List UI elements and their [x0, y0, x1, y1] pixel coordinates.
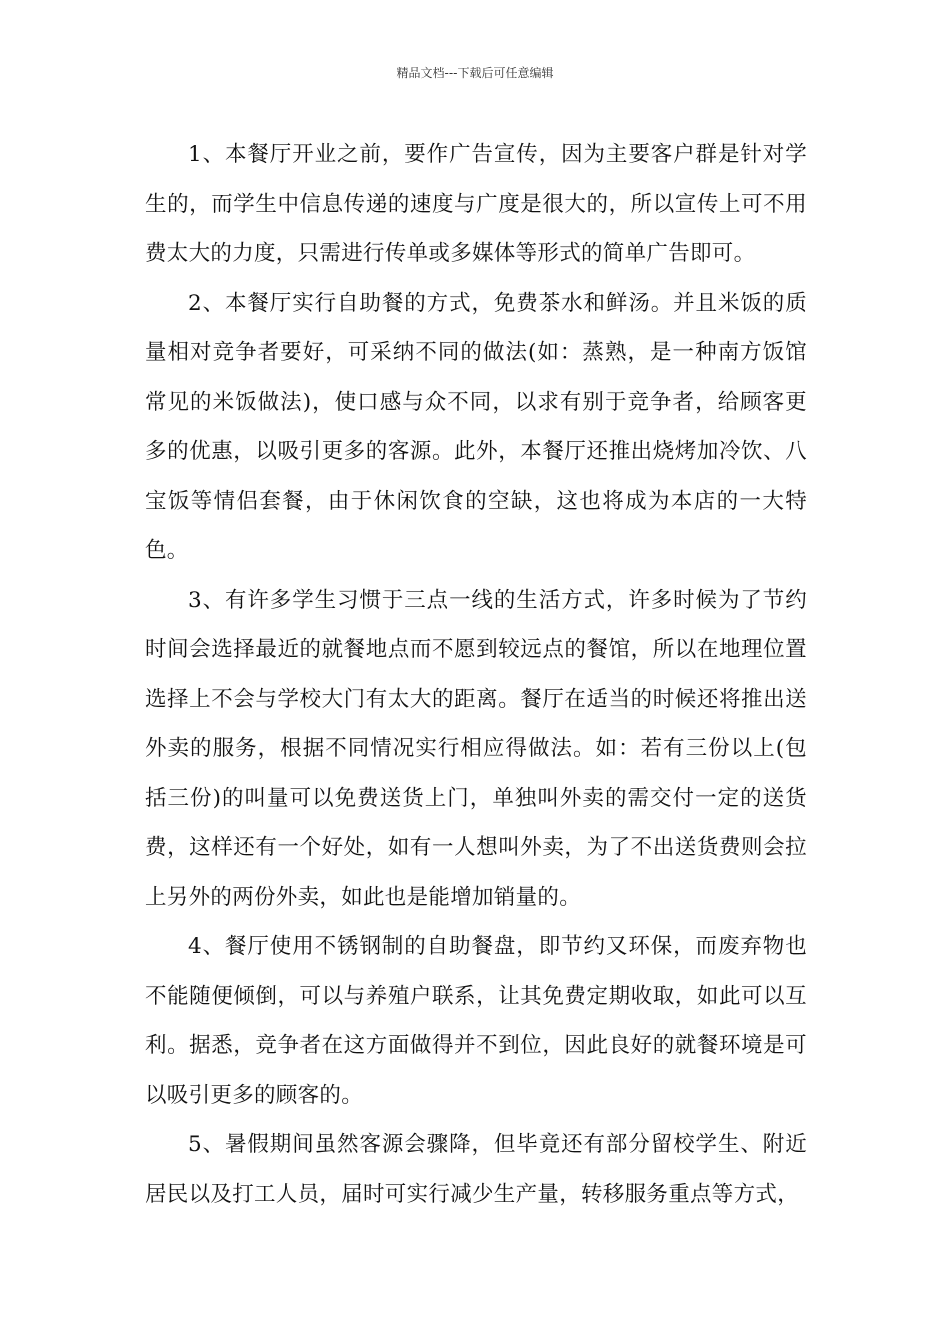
- paragraph-3: 3、有许多学生习惯于三点一线的生活方式，许多时候为了节约时间会选择最近的就餐地点而不愿到较远点的餐馆，所以在地理位置选择上不会与学校大门有太大的距离。餐厅在适当的时候还将推出送外卖的服务，根据不同情况实行相应得做法。如：若有三份以上(包括三份)的叫量可以免费送货上门，单独叫外卖的需交付一定的送货费，这样还有一个好处，如有一人想叫外卖，为了不出送货费则会拉上另外的两份外卖，如此也是能增加销量的。: [145, 587, 807, 910]
- paragraph-4: 4、餐厅使用不锈钢制的自助餐盘，即节约又环保，而废弃物也不能随便倾倒，可以与养殖户联系，让其免费定期收取，如此可以互利。据悉，竞争者在这方面做得并不到位，因此良好的就餐环境是可以吸引更多的顾客的。: [145, 934, 807, 1108]
- paragraph-1: 1、本餐厅开业之前，要作广告宣传，因为主要客户群是针对学生的，而学生中信息传递的速度与广度是很大的，所以宣传上可不用费太大的力度，只需进行传单或多媒体等形式的简单广告即可。: [145, 142, 807, 266]
- paragraph-5: 5、暑假期间虽然客源会骤降，但毕竟还有部分留校学生、附近居民以及打工人员，届时可实行减少生产量，转移服务重点等方式，: [145, 1132, 807, 1207]
- page-header: 精品文档---下载后可任意编辑: [396, 66, 554, 80]
- document-body: [145, 130, 807, 1219]
- paragraph-2: 2、本餐厅实行自助餐的方式，免费茶水和鲜汤。并且米饭的质量相对竞争者要好，可采纳不同的做法(如：蒸熟，是一种南方饭馆常见的米饭做法)，使口感与众不同，以求有别于竞争者，给顾客更多的优惠，以吸引更多的客源。此外，本餐厅还推出烧烤加冷饮、八宝饭等情侣套餐，由于休闲饮食的空缺，这也将成为本店的一大特色。: [145, 290, 807, 563]
